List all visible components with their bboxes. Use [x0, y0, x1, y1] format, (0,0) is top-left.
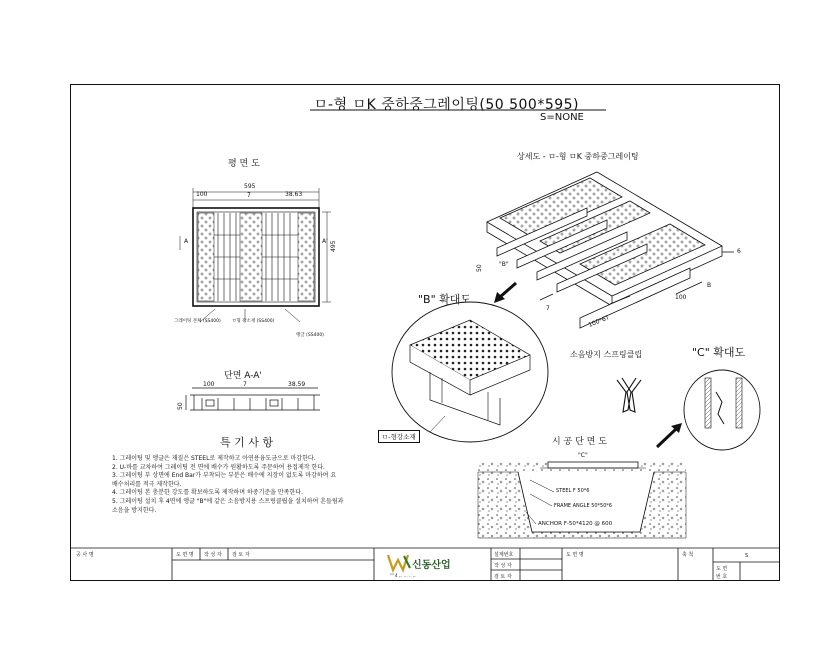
install-heading: 시 공 단 면 도: [552, 437, 607, 447]
detail-c-circle: [684, 370, 760, 450]
iso-dim-7: 7: [546, 305, 550, 312]
iso-view: [487, 172, 734, 328]
iso-dim-flat: 100*6T: [587, 314, 611, 329]
iso-label-b: "B": [499, 261, 509, 268]
plan-callout-1: 그레이팅 본체 (SS400): [174, 319, 221, 324]
tb-right-d-2: 도 면: [716, 566, 728, 572]
note-item: 배수처리를 적극 제작한다.: [112, 480, 182, 488]
tb-right-a-3: 검 토 자: [494, 574, 512, 580]
detail-b-heading: "B" 확대도: [418, 293, 472, 306]
note-item: 3. 그레이팅 부 상면에 End Bar가 부착되는 부분은 배수에 지장이 없도록 마감하여 요: [112, 472, 337, 480]
notes-heading: 특 기 사 항: [220, 436, 273, 449]
tb-mid-2: 작 성 자: [204, 552, 222, 558]
arrow-to-detail-b: [500, 283, 516, 297]
iso-label-b2: B: [707, 282, 712, 289]
tb-right-c: 축 척: [682, 552, 694, 558]
plan-callout-3: 앵글 (SS400): [296, 333, 324, 338]
note-item: 2. U-바를 교차하여 그레이팅 전 면에 배수가 원활하도록 주문하여 용접제작 한다.: [112, 463, 325, 471]
company-logo-sub: "" 4 ,.. ... .. ,..: [390, 573, 417, 578]
install-label-c: "C": [578, 452, 588, 459]
spring-clip-drawing: [617, 378, 641, 412]
section-dim-50: 50: [177, 402, 184, 410]
section-dim-38: 38.59: [288, 381, 306, 388]
plan-callout-2: ㅁ형 강소재 (SS400): [232, 319, 275, 324]
tb-mid-1: 도 면 명: [176, 552, 194, 558]
section-dim-100: 100: [203, 381, 215, 388]
notes-list: [112, 455, 343, 515]
install-label-anchor: ANCHOR F-50*4120 @ 600: [538, 521, 613, 527]
scale-note: S=NONE: [540, 112, 584, 123]
plan-mark-a: A: [184, 238, 189, 245]
tb-mid-3: 검 토 자: [232, 552, 250, 558]
tb-right-d-1: S: [745, 553, 749, 559]
clip-heading: 소음방지 스프링클립: [570, 350, 643, 359]
company-logo-mark: [388, 555, 410, 570]
plan-heading: 평 면 도: [228, 159, 260, 169]
tb-right-b: 도 면 명: [566, 552, 584, 558]
detail-b-circle: [392, 302, 548, 442]
iso-heading: 상세도 - ㅁ-형 ㅁK 중하중그레이팅: [517, 152, 639, 161]
note-item: 4. 그레이팅 본 충분한 강도를 확보하도록 제작하며 하중기준을 만족한다.: [112, 489, 303, 497]
install-label-steel: STEEL F 50*6: [556, 488, 590, 494]
plan-mark-a-prime: A': [322, 238, 328, 245]
plan-dim-100: 100: [196, 191, 208, 198]
note-item: 5. 그레이팅 설치 후 4면에 앵글 "B"에 같은 소음방지용 스프링클립을 설치하여 흔들림과: [112, 497, 344, 505]
iso-dim-100: 100: [675, 294, 687, 301]
section-dim-7: 7: [243, 381, 247, 388]
tb-right-a-1: 설계번호: [494, 552, 514, 558]
tb-right-d-3: 번 호: [716, 574, 728, 580]
detail-b-callout: ㅁ-형강소재: [378, 430, 420, 443]
plan-view: [180, 188, 331, 322]
company-logo-text: 신동산업: [412, 560, 451, 571]
arrow-to-detail-c: [657, 429, 676, 447]
section-view: [186, 388, 320, 410]
plan-dim-7: 7: [247, 192, 251, 199]
drawing-title: ㅁ-형 ㅁK 중하중그레이팅(50 500*595): [314, 97, 580, 113]
tb-right-a-2: 작 성 자: [494, 563, 512, 569]
tb-project: 공 사 명: [76, 552, 94, 558]
note-item: 1. 그레이팅 및 앵글은 재질은 STEEL로 제작하고 아연용융도금으로 마감한다.: [112, 455, 316, 462]
section-heading: 단면 A-A': [224, 371, 262, 381]
iso-dim-6: 6: [737, 248, 741, 255]
install-label-frame: FRAME ANGLE 50*50*6: [554, 503, 613, 509]
plan-dim-595: 595: [244, 183, 256, 190]
detail-c-heading: "C" 확대도: [692, 346, 746, 359]
plan-dim-495: 495: [330, 240, 337, 252]
note-item: 소음을 방지한다.: [112, 506, 157, 514]
iso-dim-50: 50: [476, 264, 483, 272]
plan-dim-38: 38.63: [285, 191, 303, 198]
